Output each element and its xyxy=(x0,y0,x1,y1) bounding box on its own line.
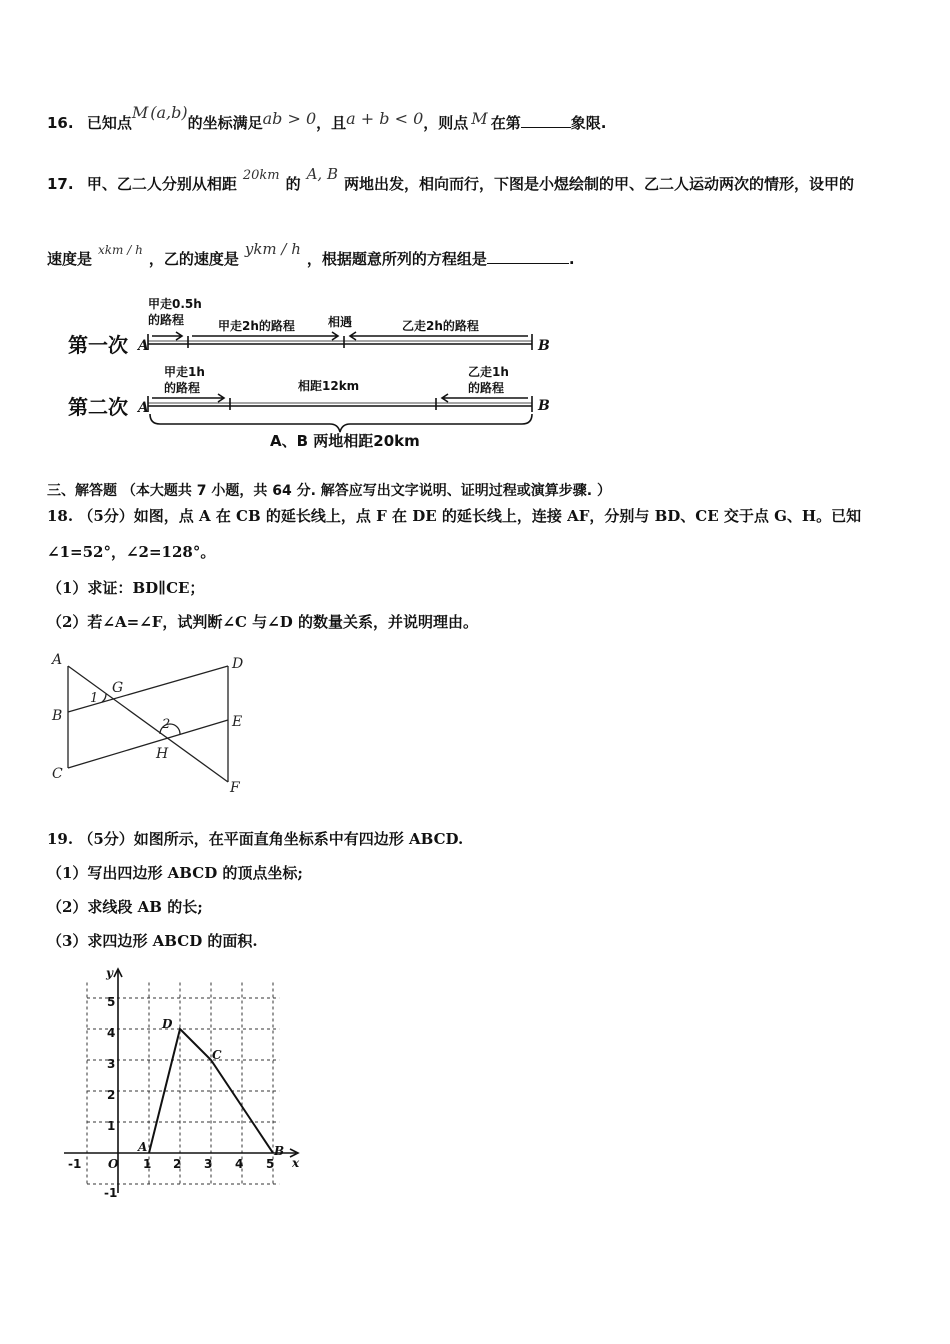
y-tick-3: 3 xyxy=(107,1057,116,1071)
q16-math-sumneg: a + b < 0 xyxy=(346,109,424,128)
y-tick-2: 2 xyxy=(107,1088,116,1102)
point-b: B xyxy=(52,708,63,724)
y-axis-label: y xyxy=(106,966,113,980)
label-jia-1h-1: 甲走1h xyxy=(164,365,205,379)
label-jia-2h: 甲走2h的路程 xyxy=(218,319,295,333)
q18-part-1: （1）求证：BD∥CE； xyxy=(47,579,205,597)
line-ce xyxy=(68,720,228,768)
label-jia-half-1: 甲走0.5h xyxy=(148,297,202,311)
section3-heading: 三、解答题 （本大题共 7 小题，共 64 分. 解答应写出文字说明、证明过程或演算步骤. ） xyxy=(47,483,611,499)
point-a-label: A xyxy=(138,1140,148,1154)
q17-number: 17. xyxy=(47,175,74,193)
q18-part-2: （2）若∠A=∠F，试判断∠C 与∠D 的数量关系，并说明理由。 xyxy=(47,613,478,631)
point-c-label: C xyxy=(212,1048,222,1062)
label-yi-1h-2: 的路程 xyxy=(468,381,505,395)
q17-math-x: xkm / h xyxy=(98,243,143,257)
first-arrow-half xyxy=(152,332,182,340)
second-arrow-yi1h xyxy=(442,394,528,402)
total-brace xyxy=(150,414,532,432)
q17-line-1 xyxy=(47,165,855,194)
x-tick-5: 5 xyxy=(266,1157,275,1171)
x-tick-4: 4 xyxy=(235,1157,244,1171)
angle-2-label: 2 xyxy=(162,717,171,732)
label-meet: 相遇 xyxy=(328,315,353,329)
second-label: 第二次 xyxy=(68,395,128,419)
q19-part-3: （3）求四边形 ABCD 的面积. xyxy=(47,932,258,950)
q17-text-3: 两地出发，相向而行，下图是小煜绘制的甲、乙二人运动两次的情形，设甲的 xyxy=(344,175,855,193)
q16-text-2: 的坐标满足 xyxy=(187,114,263,132)
q17-answer-blank[interactable] xyxy=(487,249,569,264)
angle-1-label: 1 xyxy=(90,691,99,706)
second-point-b: B xyxy=(538,398,550,414)
q17-text-2: 的 xyxy=(285,175,301,193)
point-c: C xyxy=(52,766,63,782)
point-e: E xyxy=(232,714,243,730)
first-point-a: A xyxy=(138,338,149,354)
label-yi-2h: 乙走2h的路程 xyxy=(402,319,479,333)
q18-line-1: 18. （5分）如图，点 A 在 CB 的延长线上，点 F 在 DE 的延长线上，连接 AF，分别与 BD、CE 交于点 G、H。已知 xyxy=(47,507,862,525)
q16-text-5: 在第 xyxy=(490,114,521,132)
line-af xyxy=(68,666,228,782)
label-gap: 相距12km xyxy=(298,379,360,393)
y-tick-neg1: -1 xyxy=(104,1186,118,1200)
second-point-a: A xyxy=(138,400,149,416)
label-jia-half-2: 的路程 xyxy=(148,313,185,327)
point-b-label: B xyxy=(274,1144,285,1158)
point-a: A xyxy=(52,652,63,668)
q19-part-2: （2）求线段 AB 的长; xyxy=(47,898,203,916)
first-arrow-jia2h xyxy=(192,332,338,340)
q17-text-7: . xyxy=(568,250,575,268)
point-d-label: D xyxy=(162,1017,173,1031)
q19-line-1: 19. （5分）如图所示，在平面直角坐标系中有四边形 ABCD. xyxy=(47,830,464,848)
q16-math-m2: M xyxy=(471,109,488,128)
first-point-b: B xyxy=(538,338,550,354)
label-total: A、B 两地相距20km xyxy=(270,432,420,450)
q17-text-4: 速度是 xyxy=(47,250,93,268)
x-tick-1: 1 xyxy=(143,1157,152,1171)
y-tick-5: 5 xyxy=(107,995,116,1009)
x-tick-neg1: -1 xyxy=(68,1157,82,1171)
q16-text-6: 象限. xyxy=(570,114,607,132)
point-f: F xyxy=(230,780,240,796)
q17-diagram xyxy=(60,292,560,457)
first-label: 第一次 xyxy=(68,333,128,357)
x-axis-label: x xyxy=(292,1156,300,1170)
q19-coordinate-figure xyxy=(62,965,312,1205)
q17-line-2 xyxy=(47,240,575,269)
second-arrow-jia1h xyxy=(152,394,224,402)
q16-text-4: ，则点 xyxy=(423,114,469,132)
point-g: G xyxy=(112,680,124,696)
q17-text-1: 甲、乙二人分别从相距 xyxy=(86,175,237,193)
q16-math-abpos: ab > 0 xyxy=(262,109,317,128)
q16-text-1: 已知点 xyxy=(86,114,132,132)
first-arrow-yi2h xyxy=(350,332,528,340)
q17-math-ab: A, B xyxy=(306,165,338,183)
origin-label: O xyxy=(108,1157,119,1171)
q17-text-6: ，根据题意所列的方程组是 xyxy=(306,250,487,268)
point-d: D xyxy=(232,656,244,672)
q16-text-3: ，且 xyxy=(316,114,347,132)
q17-math-20km: 20km xyxy=(242,168,280,183)
point-h: H xyxy=(156,746,169,762)
q17-text-5: ，乙的速度是 xyxy=(148,250,239,268)
q18-line-2: ∠1=52°，∠2=128°。 xyxy=(47,543,216,561)
label-jia-1h-2: 的路程 xyxy=(164,381,201,395)
y-tick-1: 1 xyxy=(107,1119,116,1133)
y-tick-4: 4 xyxy=(107,1026,116,1040)
q17-math-y: ykm / h xyxy=(244,240,301,258)
x-tick-3: 3 xyxy=(204,1157,213,1171)
q16-line xyxy=(47,103,607,133)
label-yi-1h-1: 乙走1h xyxy=(468,365,509,379)
q18-figure xyxy=(48,650,258,800)
q16-math-ab: (a,b) xyxy=(150,103,188,122)
q16-number: 16. xyxy=(47,114,74,132)
q19-part-1: （1）写出四边形 ABCD 的顶点坐标; xyxy=(47,864,303,882)
x-tick-2: 2 xyxy=(173,1157,182,1171)
q16-answer-blank[interactable] xyxy=(521,113,571,128)
q16-math-m: M xyxy=(131,103,149,122)
